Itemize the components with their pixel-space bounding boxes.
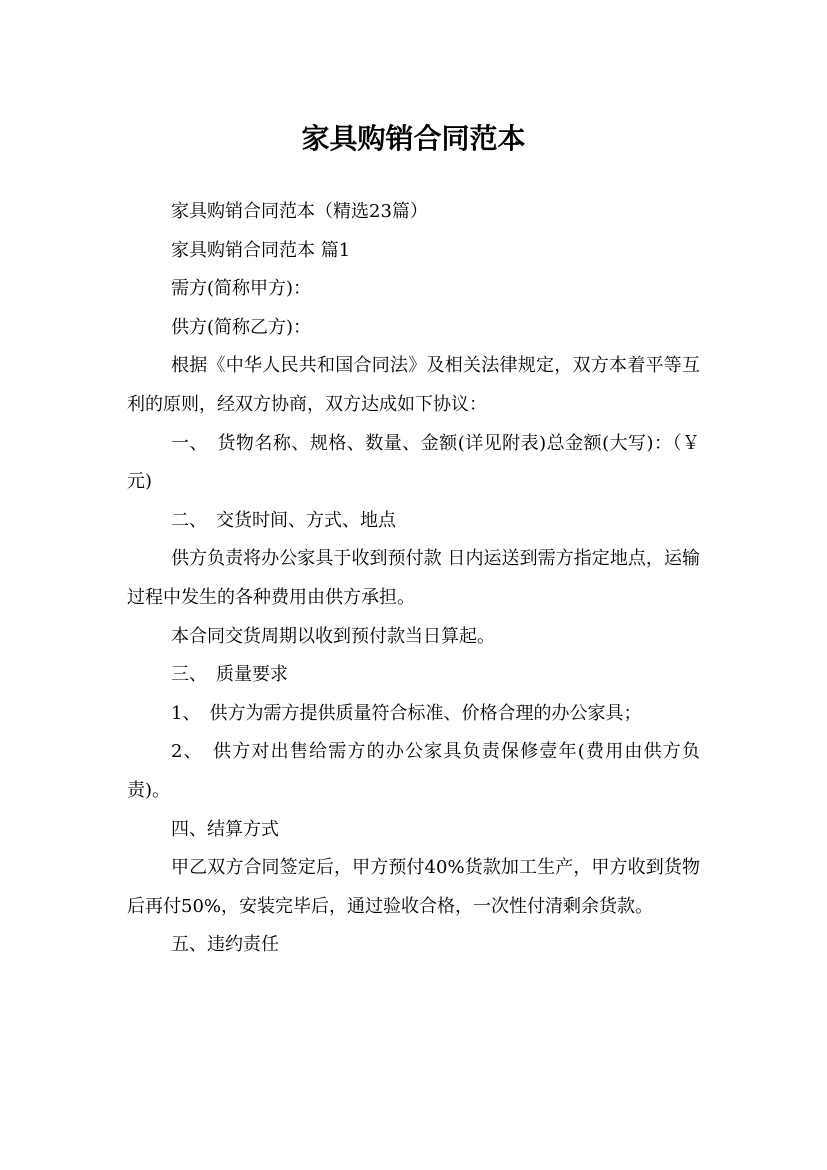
paragraph-delivery-period: 本合同交货周期以收到预付款当日算起。 <box>171 625 495 647</box>
paragraph-clause-4-heading: 四、结算方式 <box>171 818 279 840</box>
paragraph-clause-2-heading: 二、 交货时间、方式、地点 <box>171 509 396 531</box>
paragraph-subtitle: 家具购销合同范本（精选23篇） <box>171 201 428 222</box>
paragraph-quality-2: 2、 供方对出售给需方的办公家具负责保修壹年(费用由供方负责)。 <box>127 741 700 801</box>
paragraph-clause-3-heading: 三、 质量要求 <box>171 664 288 686</box>
paragraph-section-heading: 家具购销合同范本 篇1 <box>171 239 351 261</box>
paragraph-quality-1: 1、 供方为需方提供质量符合标准、价格合理的办公家具； <box>171 702 642 724</box>
paragraph-preamble: 根据《中华人民共和国合同法》及相关法律规定，双方本着平等互利的原则，经双方协商，双方达成如下协议： <box>127 355 700 415</box>
paragraph-clause-5-heading: 五、违约责任 <box>171 934 279 956</box>
paragraph-supplier: 供方(简称乙方)： <box>171 316 312 338</box>
paragraph-settlement: 甲乙双方合同签定后，甲方预付40%货款加工生产，甲方收到货物后再付50%，安装完毕后，通过验收合格，一次性付清剩余货款。 <box>127 857 700 917</box>
document-body <box>127 193 700 965</box>
paragraph-delivery: 供方负责将办公家具于收到预付款 日内运送到需方指定地点，运输过程中发生的各种费用由供方承担。 <box>127 548 700 608</box>
paragraph-clause-1: 一、 货物名称、规格、数量、金额(详见附表)总金额(大写)：（￥ 元) <box>127 432 700 493</box>
paragraph-buyer: 需方(简称甲方)： <box>171 278 312 300</box>
document-title: 家具购销合同范本 <box>301 121 526 155</box>
